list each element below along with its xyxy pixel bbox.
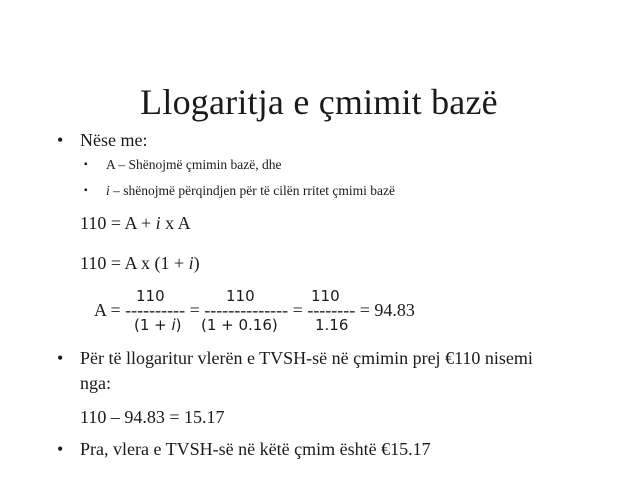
fraction-3-numerator: 110 (311, 287, 340, 305)
fraction-2-denominator: (1 + 0.16) (201, 316, 278, 334)
sub-bullet-1-text: A – Shënojmë çmimin bazë, dhe (106, 157, 282, 172)
equation-2-right: ) (193, 253, 200, 273)
bullet-dot-intro: • (57, 130, 64, 150)
bullet-final: Pra, vlera e TVSH-së në këtë çmim është €15.17 (80, 439, 431, 459)
fraction-2-numerator: 110 (226, 287, 255, 305)
sub-bullet-2-var: i (106, 183, 110, 198)
sub-bullet-marker-1: ▪ (84, 159, 88, 170)
bullet-tvsh-line-1: Për të llogaritur vlerën e TVSH-së në çmimin prej €110 nisemi (80, 348, 533, 368)
equation-1-left: 110 = A + (80, 213, 156, 233)
fraction-1-den-right: ) (175, 316, 182, 334)
sub-bullet-2-text: – shënojmë përqindjen për të cilën rritet çmimi bazë (109, 183, 396, 198)
sub-bullet-1 (106, 156, 281, 174)
equation-3: A = ---------- = -------------- = -------- = 94.83 (94, 300, 415, 320)
equation-1-var: i (155, 213, 161, 233)
fraction-1-den-var: i (171, 316, 176, 334)
equation-2 (80, 251, 200, 275)
bullet-intro: Nëse me: (80, 130, 148, 150)
fraction-1-denominator (134, 316, 182, 334)
sub-bullet-marker-2: ▪ (84, 185, 88, 196)
slide-title: Llogaritja e çmimit bazë (140, 82, 498, 122)
bullet-dot-final: • (57, 439, 64, 459)
fraction-3-denominator: 1.16 (315, 316, 349, 334)
equation-tvsh: 110 – 94.83 = 15.17 (80, 407, 225, 427)
equation-2-var: i (188, 253, 194, 273)
equation-1-right: x A (160, 213, 191, 233)
equation-1 (80, 211, 191, 235)
equation-2-left: 110 = A x (1 + (80, 253, 189, 273)
fraction-1-numerator: 110 (136, 287, 165, 305)
fraction-1-den-left: (1 + (134, 316, 172, 334)
bullet-tvsh-line-2: nga: (80, 373, 111, 393)
bullet-dot-tvsh: • (57, 348, 64, 368)
sub-bullet-2 (106, 182, 395, 200)
